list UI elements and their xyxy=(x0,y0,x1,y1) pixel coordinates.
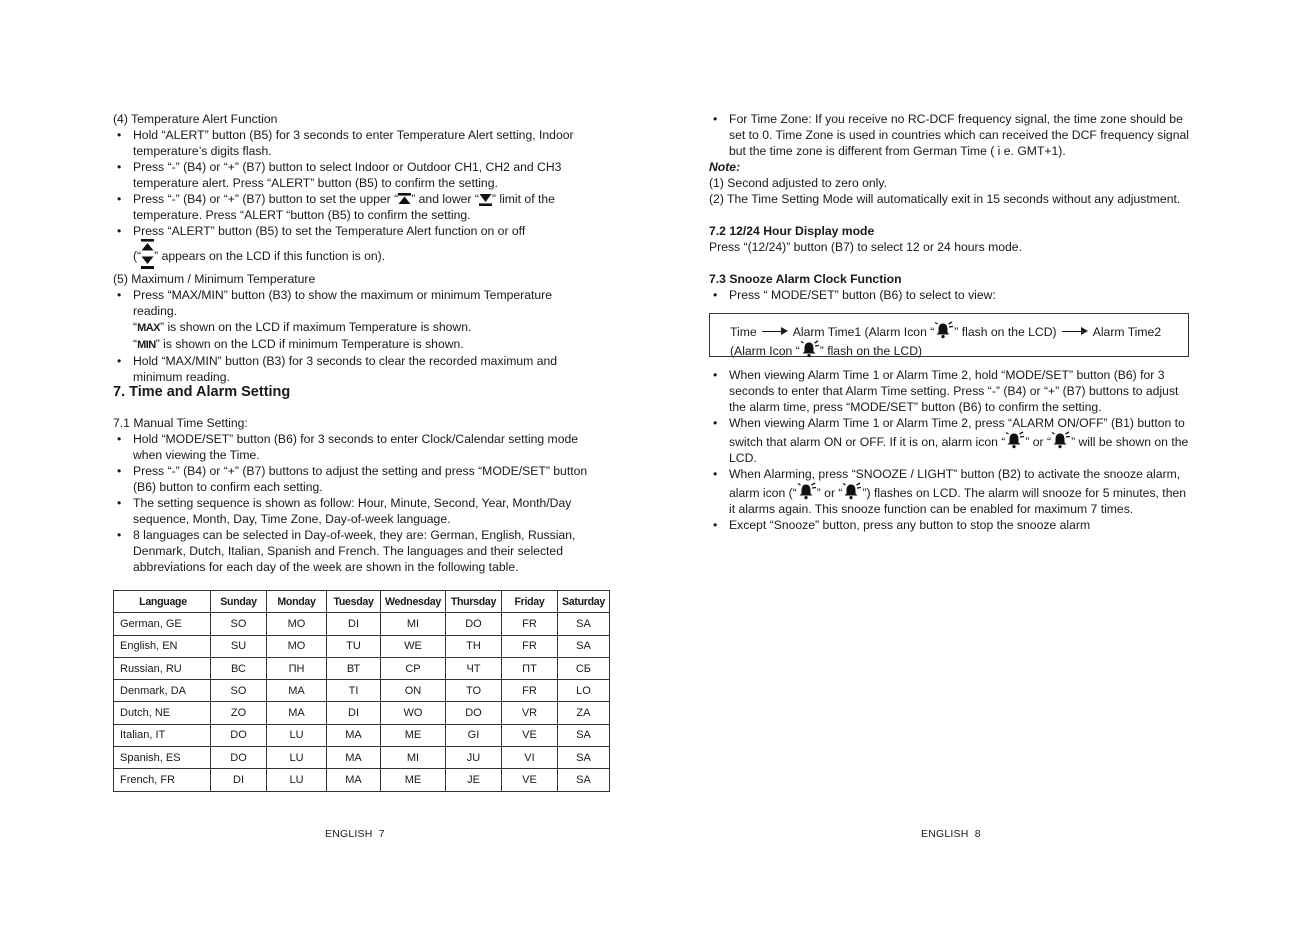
column-header: Wednesday xyxy=(381,591,446,613)
day-abbreviation-cell: ВТ xyxy=(327,657,381,679)
day-abbreviation-cell: FR xyxy=(501,613,557,635)
day-abbreviation-cell: MA xyxy=(267,680,327,702)
list-item: • For Time Zone: If you receive no RC-DCF frequency signal, the time zone should be set to 0. Time Zone is used in countries which can received the DCF frequency signal but the time zone is different from German Time ( i e. GMT+1). xyxy=(709,111,1193,159)
table-row xyxy=(114,724,610,746)
timezone-list xyxy=(709,111,1193,159)
alarm-bell-icon xyxy=(1051,431,1071,449)
day-abbreviation-cell: ME xyxy=(381,769,446,791)
language-cell: Italian, IT xyxy=(114,724,211,746)
list-item: • Hold “MAX/MIN” button (B3) for 3 seconds to clear the recorded maximum and minimum reading. xyxy=(113,353,599,385)
list-item: • Press “MAX/MIN” button (B3) to show the maximum or minimum Temperature reading. “MAX” is shown on the LCD if maximum Temperature is shown. “MIN” is shown on the LCD if minimum Temperature is shown. xyxy=(113,287,599,353)
language-cell: Russian, RU xyxy=(114,657,211,679)
table-row xyxy=(114,657,610,679)
day-abbreviation-cell: MO xyxy=(267,635,327,657)
day-abbreviation-cell: SA xyxy=(557,635,609,657)
table-body xyxy=(114,613,610,791)
day-abbreviation-cell: VE xyxy=(501,724,557,746)
day-abbreviation-cell: DI xyxy=(327,613,381,635)
note-label: Note: xyxy=(709,160,741,174)
day-abbreviation-cell: WO xyxy=(381,702,446,724)
language-cell: Dutch, NE xyxy=(114,702,211,724)
day-abbreviation-cell: ВС xyxy=(211,657,267,679)
snooze-intro-list xyxy=(709,287,1193,303)
arrow-right-icon xyxy=(1060,326,1090,336)
temp-alert-list xyxy=(113,127,599,269)
table-row xyxy=(114,680,610,702)
language-cell: English, EN xyxy=(114,635,211,657)
day-abbreviation-cell: DI xyxy=(327,702,381,724)
day-abbreviation-cell: TH xyxy=(445,635,501,657)
day-abbreviation-cell: DI xyxy=(211,769,267,791)
day-abbreviation-cell: TI xyxy=(327,680,381,702)
day-abbreviation-cell: ЧТ xyxy=(445,657,501,679)
column-header: Language xyxy=(114,591,211,613)
day-abbreviation-cell: SU xyxy=(211,635,267,657)
table-row xyxy=(114,635,610,657)
list-item: • When viewing Alarm Time 1 or Alarm Time 2, press “ALARM ON/OFF” (B1) button to switch that alarm ON or OFF. If it is on, alarm icon “ ” or “ ” will be shown on the LCD. xyxy=(709,415,1193,466)
day-abbreviation-cell: SO xyxy=(211,680,267,702)
list-item: • Hold “ALERT” button (B5) for 3 seconds to enter Temperature Alert setting, Indoor temperature’s digits flash. xyxy=(113,127,599,159)
list-item: • Except “Snooze” button, press any button to stop the snooze alarm xyxy=(709,517,1193,533)
section-7-2-title: 7.2 12/24 Hour Display mode xyxy=(709,224,875,238)
table-row xyxy=(114,769,610,791)
list-item: • 8 languages can be selected in Day-of-week, they are: German, English, Russian, Denmark, Dutch, Italian, Spanish and French. The languages and their selected abbreviations for each day of the week are shown in the following table. xyxy=(113,527,599,575)
alarm-bell-icon xyxy=(797,482,817,500)
lower-limit-icon xyxy=(479,193,492,206)
temp-alert-heading: (4) Temperature Alert Function xyxy=(113,112,278,126)
day-abbreviation-cell: FR xyxy=(501,635,557,657)
day-abbreviation-cell: DO xyxy=(211,724,267,746)
page-footer-left: ENGLISH 7 xyxy=(325,828,385,840)
day-abbreviation-cell: LU xyxy=(267,769,327,791)
day-abbreviation-cell: СБ xyxy=(557,657,609,679)
list-item: • Press “-” (B4) or “+” (B7) buttons to adjust the setting and press “MODE/SET” button (B6) button to confirm each setting. xyxy=(113,463,599,495)
day-abbreviation-cell: ME xyxy=(381,724,446,746)
alarm-bell-icon xyxy=(842,482,862,500)
day-abbreviation-cell: MA xyxy=(327,769,381,791)
column-header: Thursday xyxy=(445,591,501,613)
day-abbreviation-cell: JU xyxy=(445,747,501,769)
day-abbreviation-cell: SA xyxy=(557,724,609,746)
day-abbreviation-cell: WE xyxy=(381,635,446,657)
min-icon: MIN xyxy=(137,339,156,351)
column-header: Saturday xyxy=(557,591,609,613)
day-abbreviation-cell: MI xyxy=(381,747,446,769)
page-footer-right: ENGLISH 8 xyxy=(921,828,981,840)
day-abbreviation-cell: ZO xyxy=(211,702,267,724)
manual-time-list xyxy=(113,431,599,575)
list-item: • Press “ MODE/SET” button (B6) to select to view: xyxy=(709,287,1193,303)
day-abbreviation-cell: DO xyxy=(445,613,501,635)
day-abbreviation-cell: SA xyxy=(557,613,609,635)
list-item: • When viewing Alarm Time 1 or Alarm Time 2, hold “MODE/SET” button (B6) for 3 seconds to enter that Alarm Time setting. Press “-” (B4) or “+” (B7) buttons to adjust the alarm time, press “MODE/SET” button (B6) to confirm the setting. xyxy=(709,367,1193,415)
list-item: • Press “-” (B4) or “+” (B7) button to set the upper “ ” and lower “ ” limit of the temperature. Press “ALERT “button (B5) to confirm the setting. xyxy=(113,191,599,223)
section-7-1-heading: 7.1 Manual Time Setting: xyxy=(113,416,248,430)
day-abbreviation-cell: FR xyxy=(501,680,557,702)
list-item: • When Alarming, press “SNOOZE / LIGHT” button (B2) to activate the snooze alarm, alarm icon (“ ” or “ ”) flashes on LCD. The alarm will snooze for 5 minutes, then it alarms again. This snooze function can be enabled for maximum 7 times. xyxy=(709,466,1193,517)
day-abbreviation-cell: MA xyxy=(327,724,381,746)
table-row xyxy=(114,613,610,635)
day-abbreviation-cell: ПН xyxy=(267,657,327,679)
list-item: • Press “ALERT” button (B5) to set the Temperature Alert function on or off (“ ” appears on the LCD if this function is on). xyxy=(113,223,599,269)
table-row xyxy=(114,747,610,769)
section-7-title: 7. Time and Alarm Setting xyxy=(113,384,291,400)
day-abbreviation-cell: TO xyxy=(445,680,501,702)
alarm-bell-icon xyxy=(800,340,820,358)
arrow-right-icon xyxy=(760,326,790,336)
day-abbreviation-cell: ПТ xyxy=(501,657,557,679)
note-1: (1) Second adjusted to zero only. xyxy=(709,176,887,190)
day-abbreviation-cell: GI xyxy=(445,724,501,746)
language-cell: Denmark, DA xyxy=(114,680,211,702)
day-abbreviation-cell: LU xyxy=(267,724,327,746)
list-item: • The setting sequence is shown as follow: Hour, Minute, Second, Year, Month/Day sequence, Month, Day, Time Zone, Day-of-week language. xyxy=(113,495,599,527)
day-abbreviation-cell: SA xyxy=(557,747,609,769)
snooze-list xyxy=(709,367,1193,533)
day-abbreviation-cell: VE xyxy=(501,769,557,791)
day-of-week-table xyxy=(113,590,610,792)
day-abbreviation-cell: DO xyxy=(445,702,501,724)
section-7-3-title: 7.3 Snooze Alarm Clock Function xyxy=(709,272,902,286)
alarm-mode-flow-box: Time Alarm Time1 (Alarm Icon “ ” flash on the LCD) Alarm Time2 (Alarm Icon “ ” flash on the LCD) xyxy=(709,313,1189,357)
language-cell: French, FR xyxy=(114,769,211,791)
day-abbreviation-cell: MI xyxy=(381,613,446,635)
alert-on-icon xyxy=(141,239,154,269)
max-icon: MAX xyxy=(137,322,161,334)
maxmin-heading: (5) Maximum / Minimum Temperature xyxy=(113,272,316,286)
day-abbreviation-cell: ON xyxy=(381,680,446,702)
column-header: Monday xyxy=(267,591,327,613)
day-abbreviation-cell: ZA xyxy=(557,702,609,724)
day-abbreviation-cell: MA xyxy=(267,702,327,724)
list-item: • Hold “MODE/SET” button (B6) for 3 seconds to enter Clock/Calendar setting mode when viewing the Time. xyxy=(113,431,599,463)
day-abbreviation-cell: MO xyxy=(267,613,327,635)
column-header: Friday xyxy=(501,591,557,613)
day-abbreviation-cell: TU xyxy=(327,635,381,657)
upper-limit-icon xyxy=(398,193,411,206)
list-item: • Press “-” (B4) or “+” (B7) button to select Indoor or Outdoor CH1, CH2 and CH3 temperature alert. Press “ALERT” button (B5) to confirm the setting. xyxy=(113,159,599,191)
maxmin-list xyxy=(113,287,599,385)
day-abbreviation-cell: DO xyxy=(211,747,267,769)
day-abbreviation-cell: LU xyxy=(267,747,327,769)
day-abbreviation-cell: LO xyxy=(557,680,609,702)
section-7-2-text: Press “(12/24)” button (B7) to select 12 or 24 hours mode. xyxy=(709,240,1022,254)
day-abbreviation-cell: SO xyxy=(211,613,267,635)
alarm-bell-icon xyxy=(934,321,954,339)
day-abbreviation-cell: MA xyxy=(327,747,381,769)
day-abbreviation-cell: JE xyxy=(445,769,501,791)
language-cell: Spanish, ES xyxy=(114,747,211,769)
day-abbreviation-cell: VR xyxy=(501,702,557,724)
language-cell: German, GE xyxy=(114,613,211,635)
column-header: Tuesday xyxy=(327,591,381,613)
day-abbreviation-cell: СР xyxy=(381,657,446,679)
day-abbreviation-cell: SA xyxy=(557,769,609,791)
column-header: Sunday xyxy=(211,591,267,613)
day-abbreviation-cell: VI xyxy=(501,747,557,769)
note-2: (2) The Time Setting Mode will automatically exit in 15 seconds without any adjustment. xyxy=(709,192,1181,206)
alarm-bell-icon xyxy=(1005,431,1025,449)
table-row xyxy=(114,702,610,724)
table-header-row xyxy=(114,591,610,613)
